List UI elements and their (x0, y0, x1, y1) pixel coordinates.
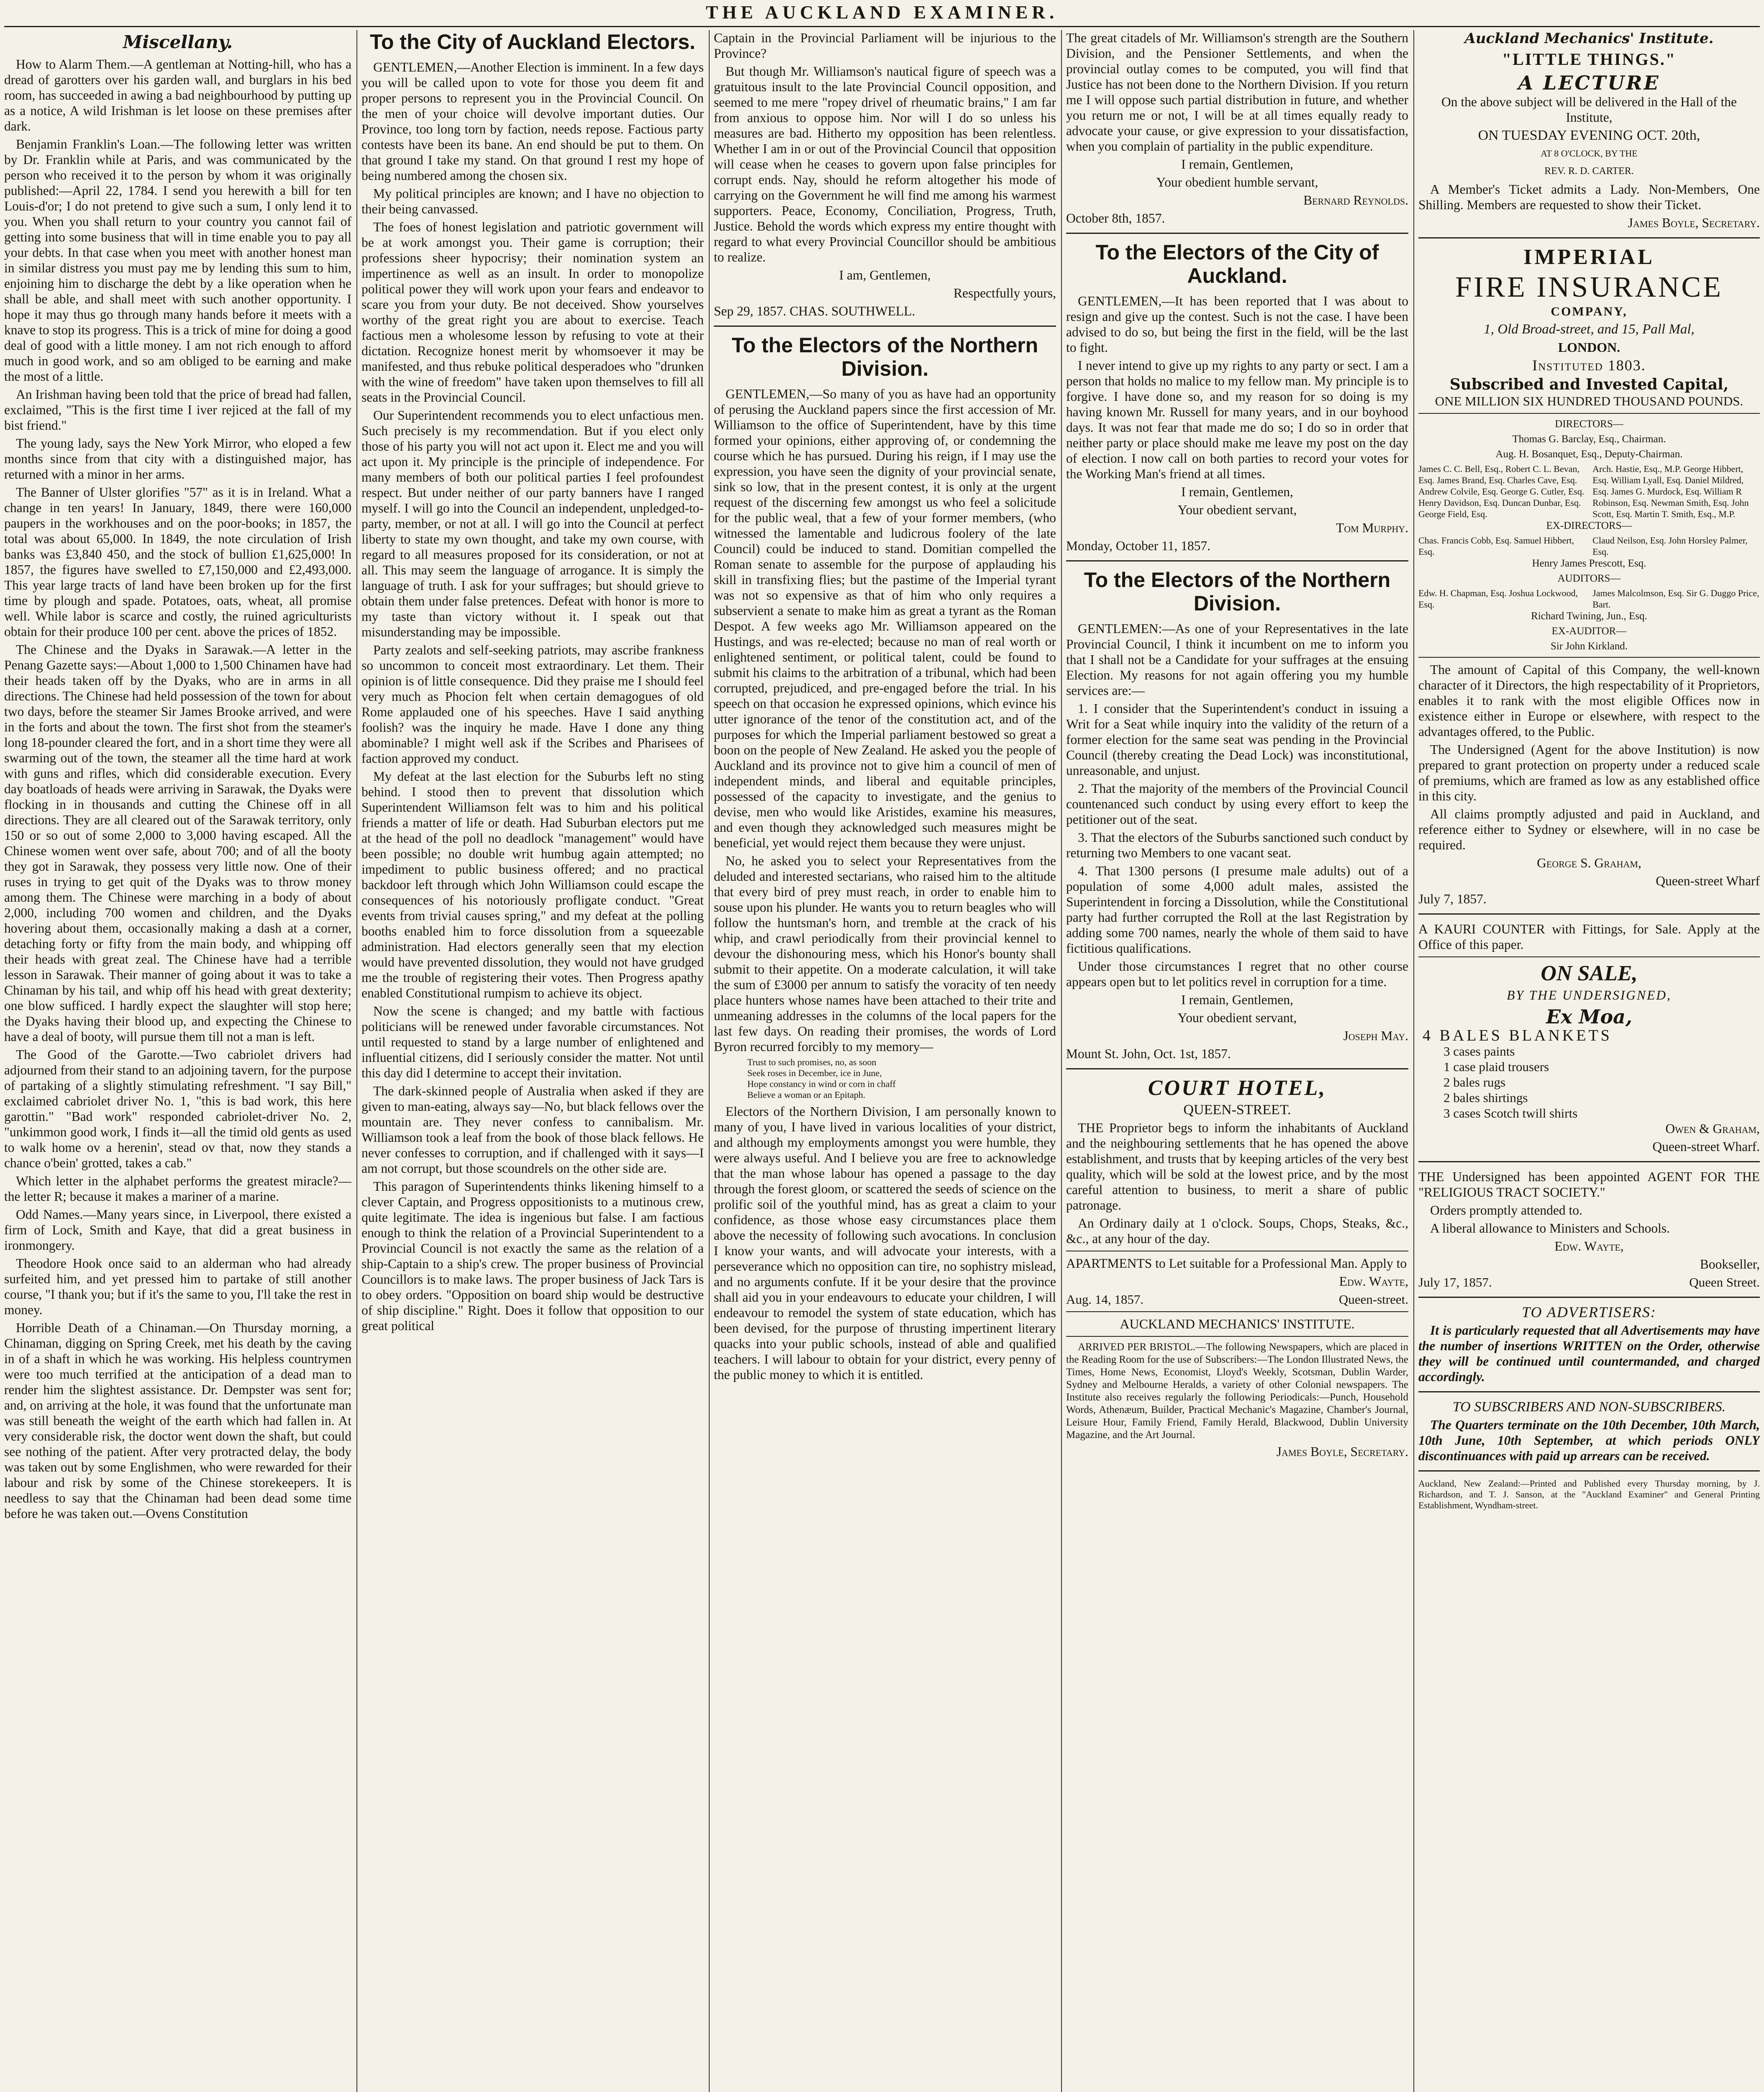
article-paragraph: This paragon of Superintendents thinks likening himself to a clever Captain, and Progress oppositionists to a mutinous crew, quite legitimate. The idea is ingenious but false. I am factious enough to think the relation of a Provincial Superintendent to a Provincial Council is not exactly the same as the relation of a ship-Captain to a ship's crew. The proper business of Provincial Councillors is to make laws. The proper business of Jack Tars is to obey orders. "Opposition on board ship would be destructive of ship discipline." Right. Does it follow that opposition to our great political (362, 1179, 704, 1333)
date-place-row (1418, 1274, 1760, 1290)
signature-line: Joseph May. (1343, 1028, 1408, 1043)
divider (1418, 913, 1760, 915)
lecture-speaker: REV. R. D. CARTER. (1544, 166, 1634, 177)
place-line: Queen-street. (1338, 1292, 1408, 1307)
article-paragraph: GENTLEMEN,—So many of you as have had an opportunity of perusing the Auckland papers since the first accession of Mr. Williamson to the office of Superintendent, have by this time formed your opinions, either approving of, or condemning the course which he has pursued. During his reign, if I may use the expression, you have seen the dignity of your provincial senate, sink so low, that in the present contest, it is only at the urgent request of the discerning few amongst us who feel a solicitude for the public weal, that a few of your former members, (who witnessed the lamentable and ludicrous foolery of the late Council) could be induced to stand. Domitian compelled the Roman senate to assemble for the purpose of applauding his skill in transfixing flies; but the pastime of the Imperial tyrant was not so expensive as that of him who only requires a subservient a senate to make him as great a tyrant as the Roman Despot. A few weeks ago Mr. Williamson appeared on the Hustings, and was re-elected; because no man of real worth or enlightened sentiment, or political talent, could be found to submit his claims to the arbitration of a tribunal, which had been corrupted, prejudiced, and pre-engaged before the trial. In his speech on that occasion he expressed opinions, which evince his utter ignorance of the tenor of the constitution act, and of the purposes for which the Imperial parliament bestowed so great a boon on the people of New Zealand. He asked you the people of Auckland and its province not to give him a council of men of independent minds, and liberal and equitable principles, possessed of the capacity to investigate, and the genius to devise, men who would like Aristides, examine his measures, and even though they acknowledged such measures might be beneficial, yet would reject them because they were unjust. (714, 387, 1056, 850)
notice-title: TO ADVERTISERS: (1522, 1304, 1656, 1320)
article-paragraph: The Good of the Garotte.—Two cabriolet drivers had adjourned from their stand to an adjoining tavern, for the purpose of partaking of a slightly stimulating refreshment. "I say Bill," exclaimed cabriolet driver No. 1, "this is bad work, this here garottin." "Bad work" responded cabriolet-driver No. 2, "unkimmon good work, I finds it—all the timid old gents as used to walk home ov a herenin', stead ov that, now they stands a chance o'bein' grotted, takes a cab." (4, 1047, 351, 1170)
directors-list (1418, 463, 1760, 520)
poem-line: Seek roses in December, ice in June, (747, 1068, 882, 1078)
ad-paragraph: Orders promptly attended to. (1430, 1203, 1582, 1218)
article-paragraph: How to Alarm Them.—A gentleman at Notting-hill, who has a dread of garotters over his garden wall, and burglars in his bed room, has succeeded in awing a bad neighbourhood by putting up as a notice, A wild Irishman is let loose on these premises after dark. (4, 57, 351, 133)
poem-line: Trust to such promises, no, as soon (747, 1057, 877, 1067)
signature-line: Respectfully yours, (954, 286, 1056, 300)
ad-paragraph: APARTMENTS to Let suitable for a Professional Man. Apply to (1066, 1256, 1407, 1271)
column-rule (1413, 30, 1414, 2092)
ad-paragraph: The Undersigned (Agent for the above Institution) is now prepared to grant protection on property under a reduced scale of premiums, which are framed as low as any established office in this city. (1418, 742, 1760, 803)
auditors-label: AUDITORS— (1557, 573, 1621, 584)
article-paragraph: Our Superintendent recommends you to elect unfactious men. Such precisely is my recommendation. But if you elect only those of his party you will not act upon it. Elect me and you will act upon it. My principle is the principle of independence. For many members of both our political parties I feel profoundest respect. But under neither of our party banners have I ranged myself. I will go into the Council an independent, unpledged-to-party, member, or not at all. I will go into the Council at perfect liberty to state my own thought, and take my own course, with regard to all measures proposed for its consideration, or not at all. This may seem the language of arrogance. It is simply the language of truth. I ask for your suffrages; but should grieve to obtain them under false pretences. Defeat with honor is more to my taste than victory without it. I speak out that misunderstanding may be impossible. (362, 408, 704, 639)
poem-quote (747, 1057, 1056, 1100)
signature-line: James Boyle, Secretary. (1628, 215, 1760, 230)
sale-subtitle: BY THE UNDERSIGNED, (1507, 988, 1672, 1002)
poem-line: Believe a woman or an Epitaph. (747, 1090, 866, 1100)
insurance-title: FIRE INSURANCE (1455, 271, 1723, 303)
newspaper-page (4, 30, 1760, 2092)
signature-line: Your obedient servant, (1177, 502, 1297, 517)
signature-line: Your obedient servant, (1177, 1010, 1297, 1025)
divider (1066, 1336, 1408, 1337)
signature-line: Sep 29, 1857. CHAS. SOUTHWELL. (714, 304, 915, 318)
sale-item: 2 bales rugs (1444, 1075, 1506, 1090)
insurance-instituted: Instituted 1803. (1532, 357, 1646, 374)
directors-column: Arch. Hastie, Esq., M.P. George Hibbert, Esq. William Lyall, Esq. Daniel Mildred, Esq. James G. Murdock, Esq. William R Robinson, Esq. Newman Smith, Esq. John Scott, Esq. Martin T. Smith, Esq., M.P. (1592, 464, 1749, 519)
column-advertisements (1418, 30, 1760, 2092)
divider (1418, 1470, 1760, 1472)
article-paragraph: 2. That the majority of the members of the Provincial Council countenanced such conduct by using every effort to keep the petitioner out of the seat. (1066, 781, 1408, 827)
divider (1418, 956, 1760, 957)
masthead: THE AUCKLAND EXAMINER. (705, 2, 1059, 23)
ad-paragraph: All claims promptly adjusted and paid in Auckland, and reference either to Sydney or elsewhere, will in no case be required. (1418, 807, 1760, 852)
signature-line: Bernard Reynolds. (1303, 193, 1408, 208)
article-paragraph: The Banner of Ulster glorifies "57" as it is in Ireland. What a change in ten years! In January, 1849, there were 160,000 paupers in the workhouses and on the poor-books; in 1857, the total was about 65,000. In 1849, the note circulation of Irish banks was £3,840 450, and the stock of bullion £1,625,000! In 1857, the figures have swelled to £7,150,000 and £2,493,000. This year large tracts of land have been broken up for the first time by plough and spade. Potatoes, oats, wheat, all promise well. While labor is scarce and costly, the ruined agriculturists obtain for their produce 100 per cent. above the prices of 1852. (4, 485, 351, 639)
lecture-date: ON TUESDAY EVENING OCT. 20th, (1478, 128, 1700, 143)
ad-paragraph: A Member's Ticket admits a Lady. Non-Members, One Shilling. Members are requested to show their Ticket. (1418, 182, 1760, 212)
signature-line: I remain, Gentlemen, (1181, 992, 1293, 1007)
article-paragraph: 1. I consider that the Superintendent's conduct in issuing a Writ for a Seat while inquiry into the validity of the return of a former election for the same seat was pending in the Provincial Council (thereby creating the Dead Lock) was inconstitutional, unreasonable, and unjust. (1066, 701, 1408, 778)
signature-line: Edw. Wayte, (1554, 1239, 1624, 1254)
date-line: Mount St. John, Oct. 1st, 1857. (1066, 1046, 1231, 1061)
article-paragraph: Horrible Death of a Chinaman.—On Thursday morning, a Chinaman, digging on Spring Creek, met his death by the caving in of a shaft in which he was working. His helpless countrymen were too much terrified at the anticipation of a dead man to render him the slightest assistance. Dr. Dempster was sent for; and, on arriving at the hole, it was found that the unfortunate man was still beneath the weight of the earth which had fallen in. At very considerable risk, the doctor went down the shaft, but could see nothing of the patient. After very protracted delay, the body was taken out by some Englishmen, who were rewarded for their labour and risk by some of the Chinese storekeepers. It is needless to say that the Chinaman had been dead some time before he was taken out.—Ovens Constitution (4, 1320, 351, 1521)
signature-line: I remain, Gentlemen, (1181, 485, 1293, 499)
divider (1066, 1311, 1408, 1312)
date-line: Monday, October 11, 1857. (1066, 538, 1210, 553)
sale-title: ON SALE, (1541, 961, 1638, 985)
directors-label: DIRECTORS— (1555, 418, 1623, 430)
ad-subtitle: QUEEN-STREET. (1183, 1102, 1291, 1118)
ad-paragraph: A liberal allowance to Ministers and Schools. (1430, 1221, 1670, 1236)
article-paragraph: The Chinese and the Dyaks in Sarawak.—A letter in the Penang Gazette says:—About 1,000 to 1,500 Chinamen have had their heads taken off by the Dyaks, who are in arms in all directions. The Chinese had held possession of the town for about two days, before the steamer Sir James Brooke arrived, and were in the forts and about the town. The first shot from the steamer's long 18-pounder cleared the fort, and in a short time they were all swarming out of the town, the steamer all the time hard at work with guns and rifles, which did considerable execution. Every day boatloads of heads were arriving in Sarawak, the Dyaks were flocking in in thousands and cutting the Chinese off in all directions. They are all cleared out of the Sarawak territory, only 150 or so out of some 2,000 to 3,000 having escaped. All the Chinese women went over safe, about 700; and of all the booty they got in Sarawak, they possess very little now. One of their ruses in trying to get quit of the Dyaks was to throw money among them. The Chinese were marching in a body of about 2,000, including 700 women and children, and the Dyaks hovering about them, occasionally making a dash at a corner, detaching forty or fifty from the main body, and whipping off their heads with great zeal. The Chinese have had a terrible lesson in Sarawak. Their manner of going about it was to take a Chinaman by his tail, and whip off his head with great dexterity; one blow sufficed. I hardly expect the slaughter will stop here; the Dyaks having their blood up, and expecting the Chinese to have a deal of booty, will pursue them till not a man is left. (4, 642, 351, 1044)
lecture-heading: A LECTURE (1518, 72, 1660, 94)
insurance-city: LONDON. (1558, 340, 1620, 355)
column-southwell-address (362, 30, 704, 2092)
signature-line: Edw. Wayte, (1339, 1274, 1408, 1289)
article-paragraph: The foes of honest legislation and patriotic government will be at work amongst you. Their game is corruption; their professions sheer hypocrisy; their nomination system an impertinence as well as an insult. In order to monopolize political power they will work upon your fears and endeavor to scare you from your duty. Be not deceived. Show yourselves worthy of the great right you are about to exercise. Teach factious men a wholesome lesson by refusing to vote at their dictation. Recognize honest merit by whomsoever it may be manifested, and thus rebuke political desperadoes who "drunken with the wine of freedom" have taken upon themselves to fill all seats in the Provincial Council. (362, 220, 704, 405)
insurance-capital-label: Subscribed and Invested Capital, (1449, 376, 1729, 393)
article-paragraph: 3. That the electors of the Suburbs sanctioned such conduct by returning two Members to one vacant seat. (1066, 830, 1408, 860)
article-paragraph: But though Mr. Williamson's nautical figure of speech was a gratuitous insult to the late Provincial Council opposition, and seemed to me mere "ropey drivel of rheumatic brains," I am far from anxious to oppose him. Nor will I do so unless his measures are bad. Hitherto my opposition has been relentless. Whether I am in or out of the Provincial Council that opposition will cease when he ceases to govern upon false principles for corrupt ends. Nay, should he reform altogether his mode of carrying on the Government he will find me among his warmest supporters. Peace, Economy, Conciliation, Progress, Truth, Justice. Behold the words which express my entire thought with regard to what every Provincial Councillor should be ambitious to realize. (714, 64, 1056, 264)
signature-line: Your obedient humble servant, (1156, 175, 1318, 190)
article-paragraph: I never intend to give up my rights to any party or sect. I am a person that holds no malice to my fellow man. My principle is to forgive. I have done so, and my reason for so doing is my having known Mr. Russell for many years, and in our boyhood days. It was not fear that made me do so; I do so in order that neither party or place should make me leave my post on the day of election. I now call on both parties to record your votes for the Working Man's friend at all times. (1066, 358, 1408, 481)
article-paragraph: No, he asked you to select your Representatives from the deluded and interested sectarians, who raised him to the altitude that every bird of prey must reach, in order to enable him to souse upon his plunder. He wants you to return beagles who will follow the huntsman's horn, and tremble at the crack of his whip, and crawl periodically from their provincial kennel to devour the dishonouring mess, which his Honor's bounty shall submit to their appetite. On a moderate calculation, it will take the sum of £3000 per annum to satisfy the voracity of ten needy place hunters whose names have been attached to their trite and unmeaning addresses in the columns of the local papers for the last few days. On reading their promises, the words of Lord Byron recurred forcibly to my memory— (714, 854, 1056, 1054)
article-paragraph: Which letter in the alphabet performs the greatest miracle?—the letter R; because it makes a mariner of a marine. (4, 1174, 351, 1204)
directors-deputy: Aug. H. Bosanquet, Esq., Deputy-Chairman. (1495, 449, 1683, 460)
lecture-time: AT 8 O'CLOCK, BY THE (1541, 148, 1638, 159)
article-paragraph: Theodore Hook once said to an alderman who had already surfeited him, and yet pressed him to partake of still another course, "I thank you; but if it's the same to you, I'll take the rest in money. (4, 1256, 351, 1317)
divider (1418, 1391, 1760, 1392)
signature-line: I remain, Gentlemen, (1181, 157, 1293, 172)
directors-column: Claud Neilson, Esq. John Horsley Palmer, Esq. (1592, 535, 1748, 557)
article-paragraph: GENTLEMEN,—Another Election is imminent. In a few days you will be called upon to vote for those you deem fit and proper persons to represent you in the Provincial Council. On the men of your choice will devolve important duties. Our Province, too long torn by faction, needs repose. Factious party contests have been its bane. An end should be put to them. On that ground I take my stand. On that ground I rest my hope of being numbered among the chosen six. (362, 60, 704, 183)
column-northern-division (714, 30, 1056, 2092)
sale-item: 1 case plaid trousers (1444, 1059, 1549, 1074)
place-line: Queen Street. (1689, 1275, 1760, 1290)
ad-paragraph: A KAURI COUNTER with Fittings, for Sale. Apply at the Office of this paper. (1418, 922, 1760, 952)
insurance-title: IMPERIAL (1523, 245, 1655, 269)
notice-body: The Quarters terminate on the 10th December, 10th March, 10th June, 10th September, at which periods ONLY discontinuances with paid up arrears can be received. (1418, 1418, 1760, 1463)
divider (1418, 1297, 1760, 1298)
sale-item: 4 BALES BLANKETS (1423, 1027, 1612, 1044)
column-rule (356, 30, 357, 2092)
poem-line: Hope constancy in wind or corn in chaff (747, 1079, 896, 1089)
date-line: July 17, 1857. (1418, 1275, 1492, 1290)
ad-paragraph: THE Undersigned has been appointed AGENT FOR THE "RELIGIOUS TRACT SOCIETY." (1418, 1169, 1760, 1200)
auditors-extra: Richard Twining, Jun., Esq. (1531, 610, 1647, 622)
ad-title: Auckland Mechanics' Institute. (1464, 30, 1714, 47)
article-paragraph: The dark-skinned people of Australia when asked if they are given to man-eating, always say—No, but black fellows over the mountain are. They never confess to cannibalism. Mr. Williamson took a leaf from the book of those black fellows. He never confesses to corruption, and if challenged with it says—I am not corrupt, but those scoundrels on the other side are. (362, 1084, 704, 1176)
article-paragraph: Electors of the Northern Division, I am personally known to many of you, I have lived in various localities of your district, and although my employments amongst you were humble, they were always useful. And I believe you are free to acknowledge that the man whose labour has opened a passage to the day through the forest gloom, or scattered the seeds of science on the prolific soil of the youthful mind, has as great a claim to your confidence, as those whose easy circumstances place them above the necessity of following such avocations. In conclusion I know your wants, and will advocate your interests, with a perseverance which no opposition can tire, no sophistry mislead, and no arguments confute. If it be your desire that the province shall aid you in your endeavours to educate your children, I will endeavour to remodel the system of state education, which has been devised, for the purpose of thrusting impertinent literary quacks into your public schools, instead of able and qualified teachers. I will labour to obtain for your district, every penny of the public money to which it is entitled. (714, 1104, 1056, 1382)
ex-auditor-name: Sir John Kirkland. (1550, 641, 1628, 652)
article-paragraph: Odd Names.—Many years since, in Liverpool, there existed a firm of Lock, Smith and Kaye, that did a great business in ironmongery. (4, 1207, 351, 1253)
section-title: Miscellany. (123, 32, 233, 52)
divider (1066, 560, 1408, 561)
article-paragraph: GENTLEMEN:—As one of your Representatives in the late Provincial Council, I think it incumbent on me to inform you that I shall not be a Candidate for your suffrages at the ensuing Election. My reasons for not again offering you my humble services are:— (1066, 621, 1408, 698)
printer-imprint: Auckland, New Zealand:—Printed and Published every Thursday morning, by J. Richardson, and T. J. Sanson, at the "Auckland Examiner" and General Printing Establishment, Wyndham-street. (1418, 1478, 1760, 1510)
place-line: Queen-street Wharf (1656, 874, 1760, 888)
directors-column: James Malcolmson, Esq. Sir G. Duggo Price, Bart. (1592, 588, 1759, 610)
insurance-address: 1, Old Broad-street, and 15, Pall Mal, (1484, 322, 1695, 337)
divider (1418, 237, 1760, 238)
ex-directors-extra: Henry James Prescott, Esq. (1532, 558, 1646, 569)
article-paragraph: 4. That 1300 persons (I presume male adults) out of a population of some 4,000 adult males, assisted the Superintendent in forcing a Dissolution, while the Constitutional party had further corrupted the Roll at the last Registration by adding some 700 names, nearly the whole of them said to have fictitious qualifications. (1066, 864, 1408, 956)
divider (1418, 413, 1760, 414)
date-place-row (1066, 1292, 1408, 1307)
ex-directors-list (1418, 535, 1760, 557)
article-paragraph: Under those circumstances I regret that no other course appears open but to let politics revel in corruption for a time. (1066, 959, 1408, 989)
masthead-rule (4, 26, 1760, 27)
article-paragraph: An Irishman having been told that the price of bread had fallen, exclaimed, "This is the first time I iver rejiced at the fall of my bist friend." (4, 387, 351, 433)
sale-item: 3 cases Scotch twill shirts (1444, 1106, 1578, 1120)
article-paragraph: My political principles are known; and I have no objection to their being canvassed. (362, 186, 704, 216)
divider (1418, 1161, 1760, 1162)
auditors-list (1418, 587, 1760, 610)
date-line: July 7, 1857. (1418, 892, 1487, 906)
article-heading: To the Electors of the Northern Division. (1084, 568, 1391, 615)
sale-item: 3 cases paints (1444, 1044, 1515, 1059)
sale-item: 2 bales shirtings (1444, 1090, 1528, 1105)
ad-title: AUCKLAND MECHANICS' INSTITUTE. (1120, 1316, 1355, 1331)
article-paragraph: Captain in the Provincial Parliament will be injurious to the Province? (714, 31, 1056, 61)
directors-chairman: Thomas G. Barclay, Esq., Chairman. (1512, 433, 1666, 445)
notice-title: TO SUBSCRIBERS AND NON-SUBSCRIBERS. (1452, 1399, 1726, 1415)
divider (1418, 657, 1760, 658)
insurance-company: COMPANY, (1551, 305, 1628, 318)
signature-line: James Boyle, Secretary. (1276, 1444, 1408, 1459)
ex-directors-label: EX-DIRECTORS— (1546, 520, 1632, 531)
article-paragraph: Benjamin Franklin's Loan.—The following letter was written by Dr. Franklin while at Paris, and was communicated by the person who received it to the person by whom it was originally published:—April 22, 1784. I send you herewith a bill for ten Louis-d'or; I do not pretend to give such a sum, I only lend it to you. When you shall return to your country you cannot fail of getting into some business that will in time enable you to pay all your debts. In that case when you meet with another honest man in similar distress you must pay me by lending this sum to him, enjoining him to discharge the debt by a like operation when he shall be able, and shall meet with such another opportunity. I hope it may thus go through many hands before it meets with a knave to stop its progress. This is a trick of mine for doing a good deal of good with a little money. I am not rich enough to afford much in good work, and so am obliged to be earning and make the most of a little. (4, 137, 351, 384)
sale-items (1423, 1027, 1760, 1121)
article-paragraph: The great citadels of Mr. Williamson's strength are the Southern Division, and the Pensioner Settlements, and when the provincial outlay comes to be computed, you will find that Justice has not been done to the Northern Division. If you return me I will oppose such partial distribution in future, and whether you return me or not, I will be at all times equally ready to advocate your cause, or give expression to your dissatisfaction, when you complain of partiality in the public expenditure. (1066, 31, 1408, 154)
directors-column: Edw. H. Chapman, Esq. Joshua Lockwood, Esq. (1418, 588, 1578, 610)
article-paragraph: GENTLEMEN,—It has been reported that I was about to resign and give up the contest. Such is not the case. I have been advised to do so, but being the first in the field, will be the last to fight. (1066, 294, 1408, 355)
sale-ship: Ex Moa, (1546, 1005, 1632, 1028)
article-paragraph: My defeat at the last election for the Suburbs left no sting behind. I stood then to prevent that dissolution which Superintendent Williamson felt was to him and his political friends a matter of life or death. Had Suburban electors put me at the head of the poll no deadlock "management" would have been possible; no double writ humbug again attempted; no impediment to public business offered; and no practical backdoor left through which John Williamson could escape the consequences of his notoriously profligate conduct. "Great events from trivial causes spring," and my defeat at the polling booths enabled him to force dissolution from a squeezable administration. Had electors generally seen that my election would have prevented dissolution, they would not have grudged me the trouble of registering their votes. Then Progress apathy enabled Constitutional rumpism to achieve its object. (362, 769, 704, 1000)
directors-column: James C. C. Bell, Esq., Robert C. L. Bevan, Esq. James Brand, Esq. Charles Cave, Esq. Andrew Colvile, Esq. George G. Cutler, Esq. Henry Davidson, Esq. Duncan Dunbar, Esq. George Field, Esq. (1418, 464, 1585, 519)
ad-paragraph: THE Proprietor begs to inform the inhabitants of Auckland and the neighbouring settlements that he has opened the above establishment, and trusts that by keeping articles of the very best quality, which will be sold at the lowest price, and by the most careful attention to business, to merit a share of public patronage. (1066, 1120, 1408, 1213)
lecture-subject: "LITTLE THINGS." (1502, 50, 1677, 69)
signature-line: I am, Gentlemen, (839, 268, 931, 282)
ad-paragraph: An Ordinary daily at 1 o'clock. Soups, Chops, Steaks, &c., &c., at any hour of the day. (1066, 1216, 1408, 1246)
divider (714, 326, 1056, 327)
column-miscellany (4, 30, 351, 2092)
date-line: Aug. 14, 1857. (1066, 1292, 1144, 1307)
column-rule (709, 30, 710, 2092)
directors-column: Chas. Francis Cobb, Esq. Samuel Hibbert, Esq. (1418, 535, 1574, 557)
signature-line: Tom Murphy. (1336, 520, 1408, 535)
article-paragraph: Now the scene is changed; and my battle with factious politicians will be renewed under favorable circumstances. Not until requested to stand by a large number of enlightened and influential citizens, did I seriously consider the matter. Not until this day did I determine to accept their invitation. (362, 1004, 704, 1080)
column-electors (1066, 30, 1408, 2092)
article-paragraph: The young lady, says the New York Mirror, who eloped a few months since from that city with a distinguished major, has returned with a minor in her arms. (4, 436, 351, 482)
ad-paragraph: On the above subject will be delivered in the Hall of the Institute, (1441, 95, 1737, 125)
ad-paragraph: The amount of Capital of this Company, the well-known character of it Directors, the high respectability of it Proprietors, enables it to rank with the most eligible Offices now in existence either in Europe or elsewhere, with respect to the advantages offered, to the Public. (1418, 662, 1760, 739)
insurance-capital-amount: ONE MILLION SIX HUNDRED THOUSAND POUNDS. (1435, 394, 1743, 408)
ex-auditor-label: EX-AUDITOR— (1551, 626, 1627, 637)
date-line: October 8th, 1857. (1066, 211, 1165, 226)
article-heading: To the Electors of the City of Auckland. (1095, 241, 1379, 287)
notice-body: It is particularly requested that all Advertisements may have the number of insertions WRITTEN on the Order, otherwise they will be continued until countermanded, and charged accordingly. (1418, 1323, 1760, 1384)
divider (1066, 1068, 1408, 1069)
signature-line: Bookseller, (1700, 1257, 1760, 1272)
ad-title: COURT HOTEL, (1148, 1076, 1327, 1100)
signature-line: Owen & Graham, (1665, 1121, 1760, 1136)
address-body (362, 59, 704, 1333)
place-line: Queen-street Wharf. (1652, 1139, 1760, 1154)
column-rule (1061, 30, 1062, 2092)
article-heading: To the Electors of the Northern Division. (731, 333, 1038, 380)
divider (1066, 233, 1408, 234)
signature-line: George S. Graham, (1537, 856, 1641, 870)
article-paragraph: Party zealots and self-seeking patriots, may ascribe frankness so uncommon to conceit most extraordinary. Let them. Their opinion is of little consequence. Did they praise me I should feel very much as Phocion felt when certain demagogues of old Rome applauded one of his speeches. Have I said anything foolish? was the inquiry he made. Have I done any thing abominable? I might well ask if the Scribes and Pharisees of faction approved my conduct. (362, 643, 704, 766)
ad-paragraph: ARRIVED PER BRISTOL.—The following Newspapers, which are placed in the Reading Room for the use of Subscribers:—The London Illustrated News, the Times, Home News, Economist, Lloyd's Weekly, Scotsman, Dublin Warder, Sydney and Melbourne Heralds, a variety of other Colonial newspapers. The Institute also receives regularly the following Periodicals:—Punch, Household Words, Athenæum, Builder, Practical Mechanic's Magazine, Chamber's Journal, Leisure Hour, Family Friend, Family Herald, Blackwood, Dublin University Magazine, and the Art Journal. (1066, 1341, 1408, 1441)
article-heading: To the City of Auckland Electors. (370, 30, 695, 54)
